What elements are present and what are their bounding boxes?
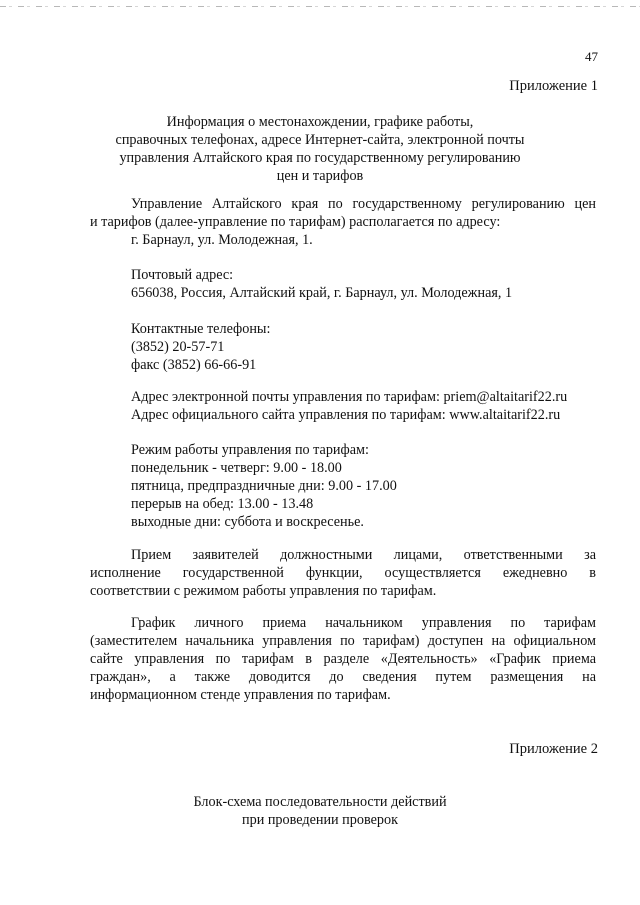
reception-paragraph [90, 546, 596, 600]
title-line: справочных телефонах, адресе Интернет-сайта, электронной почты [115, 132, 525, 148]
intro-line: и тарифов (далее-управление по тарифам) располагается по адресу: [90, 214, 501, 230]
personal-line: График личного приема начальником управления по тарифам [131, 615, 596, 631]
personal-line: (заместителем начальника управления по тарифам) доступен на официальном [90, 633, 596, 649]
title-line: цен и тарифов [276, 168, 364, 184]
appendix-1-label: Приложение 1 [509, 78, 598, 94]
intro-line: Управление Алтайского края по государственному регулированию цен [131, 196, 596, 212]
page-number: 47 [585, 49, 598, 64]
website-line: Адрес официального сайта управления по тарифам: www.altaitarif22.ru [131, 407, 561, 423]
phone-number: (3852) 20-57-71 [131, 339, 225, 355]
personal-line: информационном стенде управления по тарифам. [90, 687, 391, 703]
reception-line: соответствии с режимом работы управления по тарифам. [90, 583, 437, 599]
schedule-line: перерыв на обед: 13.00 - 13.48 [131, 496, 314, 512]
personal-line: сайте управления по тарифам в разделе «Деятельность» «График приема [90, 651, 596, 667]
postal-address-block [131, 266, 512, 302]
web-contacts-block [131, 388, 567, 424]
schedule-line: пятница, предпраздничные дни: 9.00 - 17.00 [131, 478, 397, 494]
block-scheme-title [60, 793, 580, 829]
schedule-label: Режим работы управления по тарифам: [131, 442, 369, 458]
intro-paragraph [90, 195, 596, 249]
personal-reception-paragraph [90, 614, 596, 704]
contacts-label: Контактные телефоны: [131, 321, 271, 337]
title-line: Информация о местонахождении, графике работы, [166, 114, 474, 130]
personal-line: граждан», а также доводится до сведения путем размещения на [90, 669, 596, 685]
fax-number: факс (3852) 66-66-91 [131, 357, 257, 373]
email-line: Адрес электронной почты управления по тарифам: priem@altaitarif22.ru [131, 389, 568, 405]
block-scheme-line: при проведении проверок [242, 812, 398, 828]
info-title [60, 113, 580, 185]
postal-address: 656038, Россия, Алтайский край, г. Барнаул, ул. Молодежная, 1 [131, 285, 513, 301]
schedule-block [131, 441, 397, 531]
block-scheme-line: Блок-схема последовательности действий [193, 794, 447, 810]
contacts-block [131, 320, 270, 374]
reception-line: Прием заявителей должностными лицами, ответственными за [131, 547, 596, 563]
schedule-line: понедельник - четверг: 9.00 - 18.00 [131, 460, 342, 476]
title-line: управления Алтайского края по государственному регулированию [119, 150, 521, 166]
reception-line: исполнение государственной функции, осуществляется ежедневно в [90, 565, 596, 581]
appendix-2-label: Приложение 2 [509, 741, 598, 757]
intro-line: г. Барнаул, ул. Молодежная, 1. [131, 232, 313, 248]
scan-artifact-line [0, 6, 640, 7]
schedule-line: выходные дни: суббота и воскресенье. [131, 514, 364, 530]
postal-label: Почтовый адрес: [131, 267, 234, 283]
